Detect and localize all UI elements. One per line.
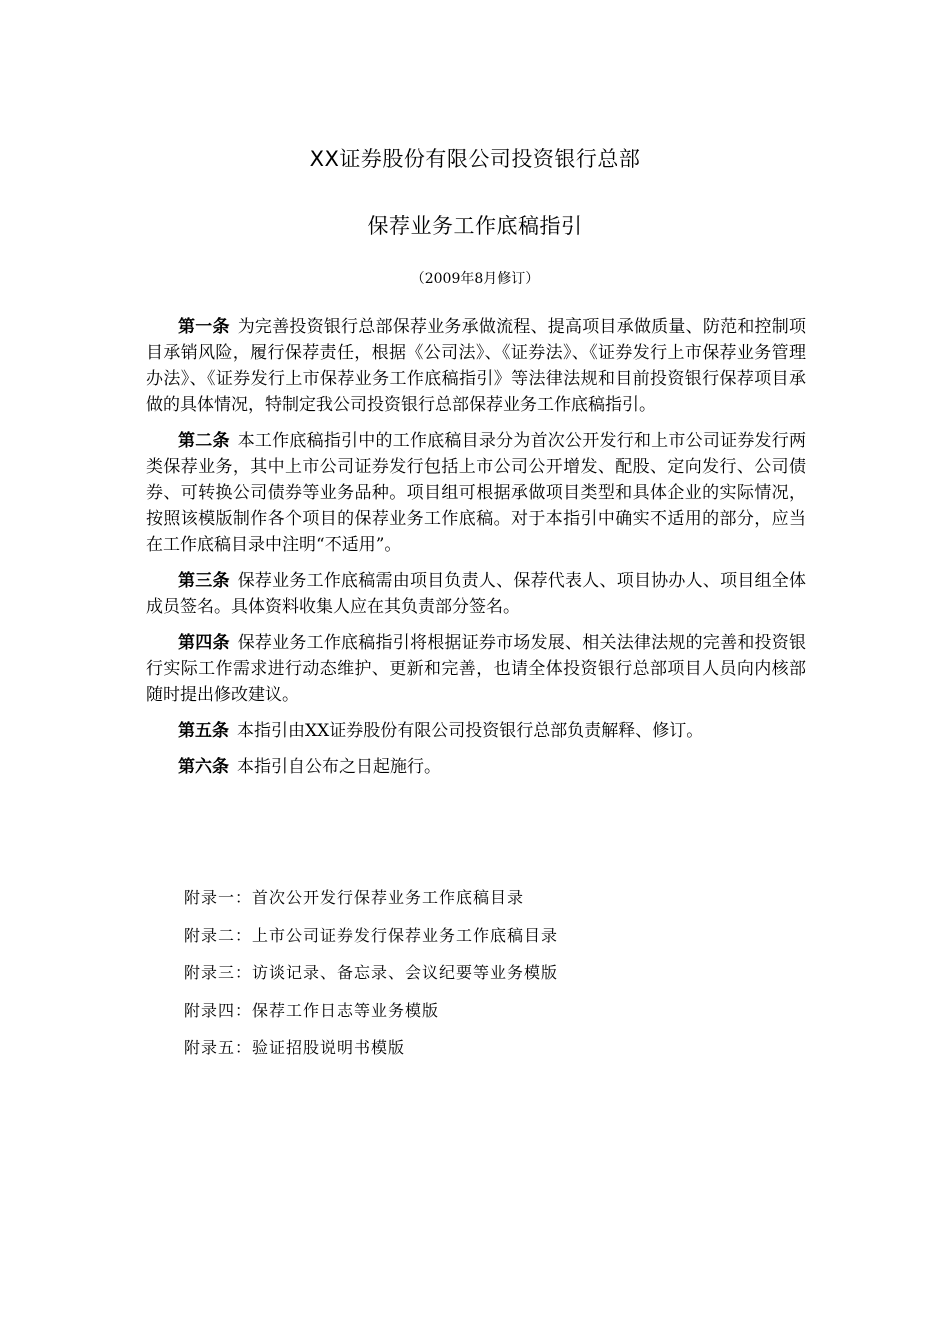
articles-section	[146, 314, 806, 790]
article-number: 第四条	[178, 633, 230, 653]
article-number: 第五条	[178, 721, 229, 741]
article-number: 第二条	[178, 431, 230, 451]
article-2	[146, 428, 806, 558]
article-text: 保荐业务工作底稿指引将根据证券市场发展、相关法律法规的完善和投资银行实际工作需求进行动态维护、更新和完善，也请全体投资银行总部项目人员向内核部随时提出修改建议。	[146, 633, 807, 705]
document-title-line2: 保荐业务工作底稿指引	[367, 214, 583, 238]
article-text: 为完善投资银行总部保荐业务承做流程、提高项目承做质量、防范和控制项目承销风险，履行保荐责任，根据《公司法》、《证券法》、《证券发行上市保荐业务管理办法》、《证券发行上市保荐业务工作底稿指引》等法律法规和目前投资银行保荐项目承做的具体情况，特制定我公司投资银行总部保荐业务工作底稿指引。	[146, 317, 807, 415]
article-6	[146, 754, 806, 780]
appendix-item-1: 附录一：首次公开发行保荐业务工作底稿目录	[184, 888, 525, 907]
article-text: 本指引自公布之日起施行。	[237, 757, 441, 777]
article-text: 保荐业务工作底稿需由项目负责人、保荐代表人、项目协办人、项目组全体成员签名。具体资料收集人应在其负责部分签名。	[146, 571, 807, 617]
article-5	[146, 718, 806, 744]
appendix-item-3: 附录三：访谈记录、备忘录、会议纪要等业务模版	[184, 963, 559, 982]
article-number: 第六条	[178, 757, 229, 777]
article-1	[146, 314, 806, 418]
article-number: 第三条	[178, 571, 230, 591]
revision-note: （2009年8月修订）	[410, 271, 540, 287]
article-text: 本指引由XX证券股份有限公司投资银行总部负责解释、修订。	[237, 721, 704, 741]
article-4	[146, 630, 806, 708]
appendix-list	[184, 886, 784, 1074]
appendix-item-4: 附录四：保荐工作日志等业务模版	[184, 1000, 440, 1020]
article-3	[146, 568, 806, 620]
document-title-line1: XX证券股份有限公司投资银行总部	[309, 147, 641, 171]
appendix-item-2: 附录二：上市公司证券发行保荐业务工作底稿目录	[184, 925, 559, 945]
article-number: 第一条	[178, 317, 230, 337]
appendix-item-5: 附录五：验证招股说明书模版	[184, 1038, 406, 1057]
article-text: 本工作底稿指引中的工作底稿目录分为首次公开发行和上市公司证券发行两类保荐业务，其中上市公司证券发行包括上市公司公开增发、配股、定向发行、公司债券、可转换公司债券等业务品种。项目组可根据承做项目类型和具体企业的实际情况，按照该模版制作各个项目的保荐业务工作底稿。对于本指引中确实不适用的部分，应当在工作底稿目录中注明“不适用”。	[146, 431, 807, 555]
